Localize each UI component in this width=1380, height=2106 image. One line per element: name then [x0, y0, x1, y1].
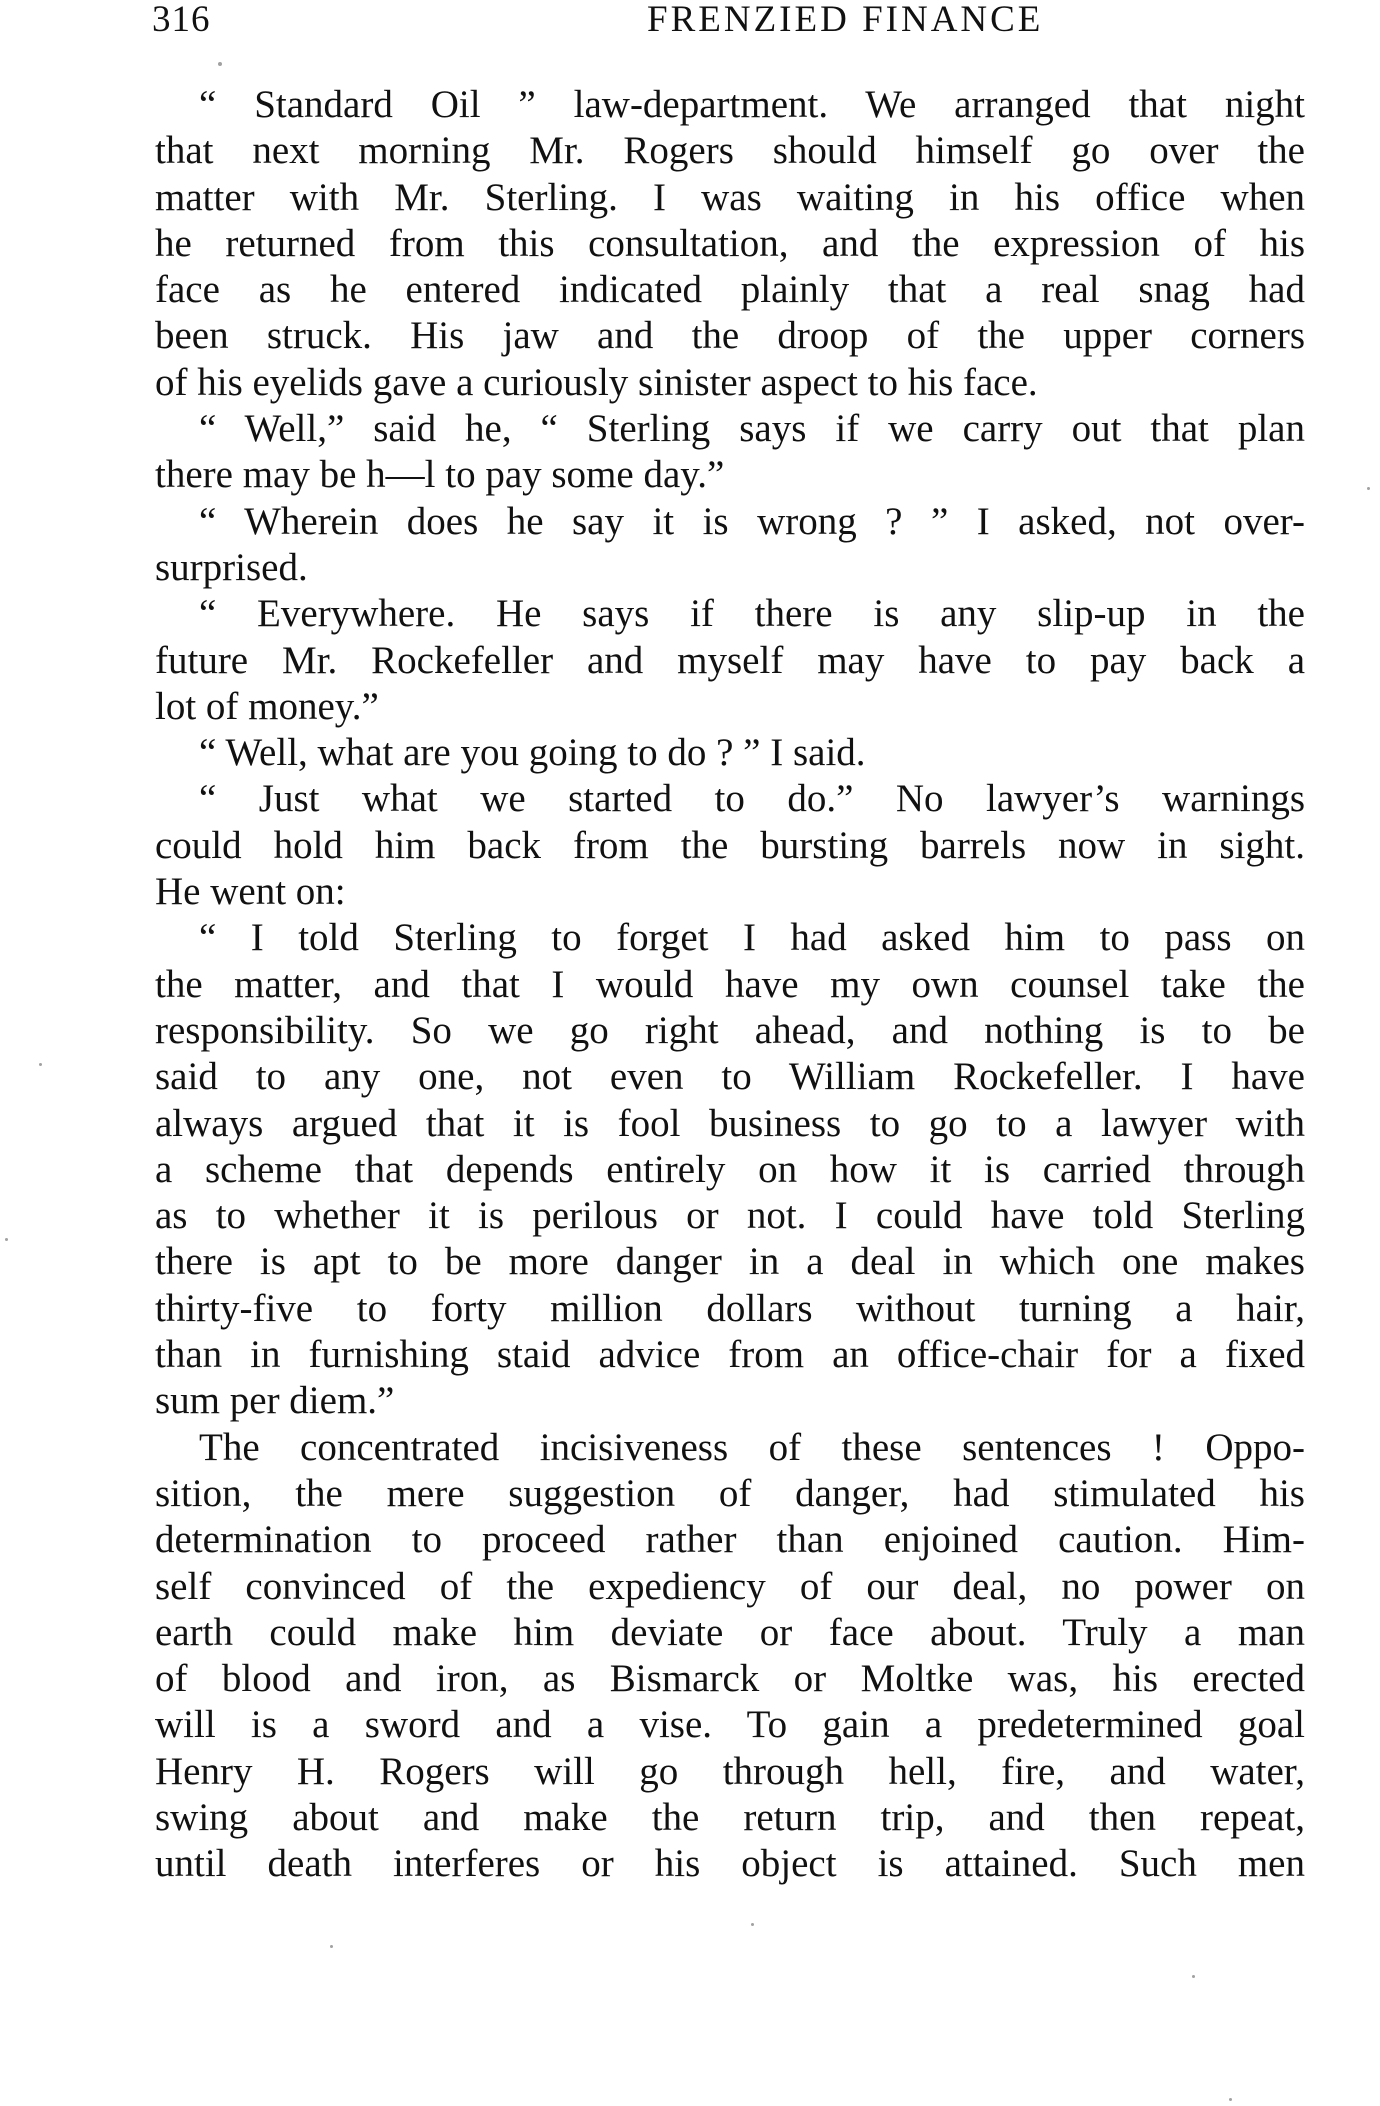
- text-line: future Mr. Rockefeller and myself may have to pay back a: [155, 638, 1305, 682]
- text-line: earth could make him deviate or face about. Truly a man: [155, 1610, 1305, 1654]
- text-line: matter with Mr. Sterling. I was waiting in his office when: [155, 175, 1305, 219]
- scan-speck: [1229, 2098, 1232, 2101]
- body-text: [155, 82, 1305, 1888]
- text-line: sum per diem.”: [155, 1379, 395, 1423]
- text-line: “ Wherein does he say it is wrong ? ” I asked, not over-: [199, 499, 1305, 543]
- text-line: determination to proceed rather than enjoined caution. Him-: [155, 1518, 1305, 1562]
- text-line: been struck. His jaw and the droop of the upper corners: [155, 314, 1305, 358]
- text-line: thirty-five to forty million dollars without turning a hair,: [155, 1286, 1305, 1330]
- text-line: said to any one, not even to William Rockefeller. I have: [155, 1055, 1305, 1099]
- text-line: surprised.: [155, 545, 308, 589]
- text-line: always argued that it is fool business to go to a lawyer with: [155, 1101, 1305, 1145]
- text-line: sition, the mere suggestion of danger, had stimulated his: [155, 1471, 1305, 1515]
- page-header: [152, 0, 1312, 60]
- text-line: a scheme that depends entirely on how it is carried through: [155, 1147, 1305, 1191]
- scan-speck: [1192, 1975, 1195, 1978]
- text-line: “ Everywhere. He says if there is any slip-up in the: [199, 592, 1305, 636]
- scan-speck: [5, 1238, 8, 1241]
- text-line: lot of money.”: [155, 684, 379, 728]
- text-line: that next morning Mr. Rogers should himself go over the: [155, 129, 1305, 173]
- text-line: of his eyelids gave a curiously sinister aspect to his face.: [155, 360, 1038, 404]
- text-line: “ Just what we started to do.” No lawyer’s warnings: [199, 777, 1305, 821]
- text-line: he returned from this consultation, and the expression of his: [155, 221, 1305, 265]
- text-line: “ Well, what are you going to do ? ” I said.: [199, 731, 866, 775]
- text-line: there may be h—l to pay some day.”: [155, 453, 725, 497]
- scan-speck: [330, 1945, 333, 1948]
- running-title: FRENZIED FINANCE: [647, 0, 1044, 40]
- text-line: face as he entered indicated plainly that a real snag had: [155, 268, 1305, 312]
- text-line: there is apt to be more danger in a deal in which one makes: [155, 1240, 1305, 1284]
- text-line: could hold him back from the bursting barrels now in sight.: [155, 823, 1305, 867]
- page-number: 316: [152, 0, 211, 40]
- text-line: as to whether it is perilous or not. I could have told Sterling: [155, 1194, 1305, 1238]
- scan-speck: [218, 62, 222, 66]
- text-line: He went on:: [155, 870, 346, 914]
- text-line: “ Well,” said he, “ Sterling says if we carry out that plan: [199, 407, 1305, 451]
- text-line: responsibility. So we go right ahead, and nothing is to be: [155, 1008, 1305, 1052]
- text-line: The concentrated incisiveness of these sentences ! Oppo-: [199, 1425, 1305, 1469]
- text-line: the matter, and that I would have my own counsel take the: [155, 962, 1305, 1006]
- text-line: until death interferes or his object is attained. Such men: [155, 1842, 1305, 1886]
- text-line: Henry H. Rogers will go through hell, fire, and water,: [155, 1749, 1305, 1793]
- text-line: of blood and iron, as Bismarck or Moltke was, his erected: [155, 1657, 1305, 1701]
- text-line: swing about and make the return trip, and then repeat,: [155, 1795, 1305, 1839]
- scan-speck: [751, 1923, 754, 1926]
- text-line: will is a sword and a vise. To gain a predetermined goal: [155, 1703, 1305, 1747]
- text-line: than in furnishing staid advice from an office-chair for a fixed: [155, 1333, 1305, 1377]
- text-line: “ Standard Oil ” law-department. We arranged that night: [199, 83, 1305, 126]
- scan-speck: [39, 1063, 42, 1066]
- text-line: self convinced of the expediency of our deal, no power on: [155, 1564, 1305, 1608]
- text-line: “ I told Sterling to forget I had asked him to pass on: [199, 916, 1305, 960]
- scan-speck: [1367, 487, 1370, 490]
